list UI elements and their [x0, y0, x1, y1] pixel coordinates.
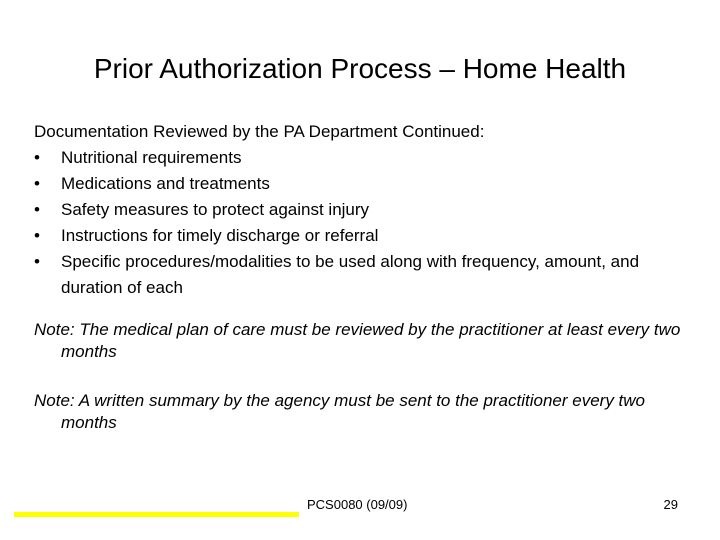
bullet-list	[34, 145, 684, 301]
list-item-text: Specific procedures/modalities to be used along with frequency, amount, and duration of each	[61, 252, 640, 297]
footer-form-code: PCS0080 (09/09)	[307, 497, 408, 512]
slide-title: Prior Authorization Process – Home Health	[93, 53, 627, 84]
list-item	[34, 249, 684, 301]
slide-body	[34, 119, 684, 434]
list-item-text: Nutritional requirements	[61, 148, 242, 167]
intro-text: Documentation Reviewed by the PA Department Continued:	[34, 122, 485, 141]
bullet-icon: •	[34, 252, 40, 271]
list-item-text: Safety measures to protect against injury	[61, 200, 370, 219]
page-number: 29	[663, 497, 678, 512]
list-item	[34, 223, 684, 249]
bullet-icon: •	[34, 174, 40, 193]
bullet-icon: •	[34, 226, 40, 245]
list-item-text: Instructions for timely discharge or referral	[61, 226, 379, 245]
note-written-summary: Note: A written summary by the agency must be sent to the practitioner every two months	[34, 391, 646, 432]
list-item	[34, 145, 684, 171]
note-plan-of-care: Note: The medical plan of care must be reviewed by the practitioner at least every two months	[34, 320, 681, 361]
footer-accent-bar	[14, 512, 299, 517]
list-item-text: Medications and treatments	[61, 174, 270, 193]
list-item	[34, 171, 684, 197]
list-item	[34, 197, 684, 223]
bullet-icon: •	[34, 200, 40, 219]
bullet-icon: •	[34, 148, 40, 167]
